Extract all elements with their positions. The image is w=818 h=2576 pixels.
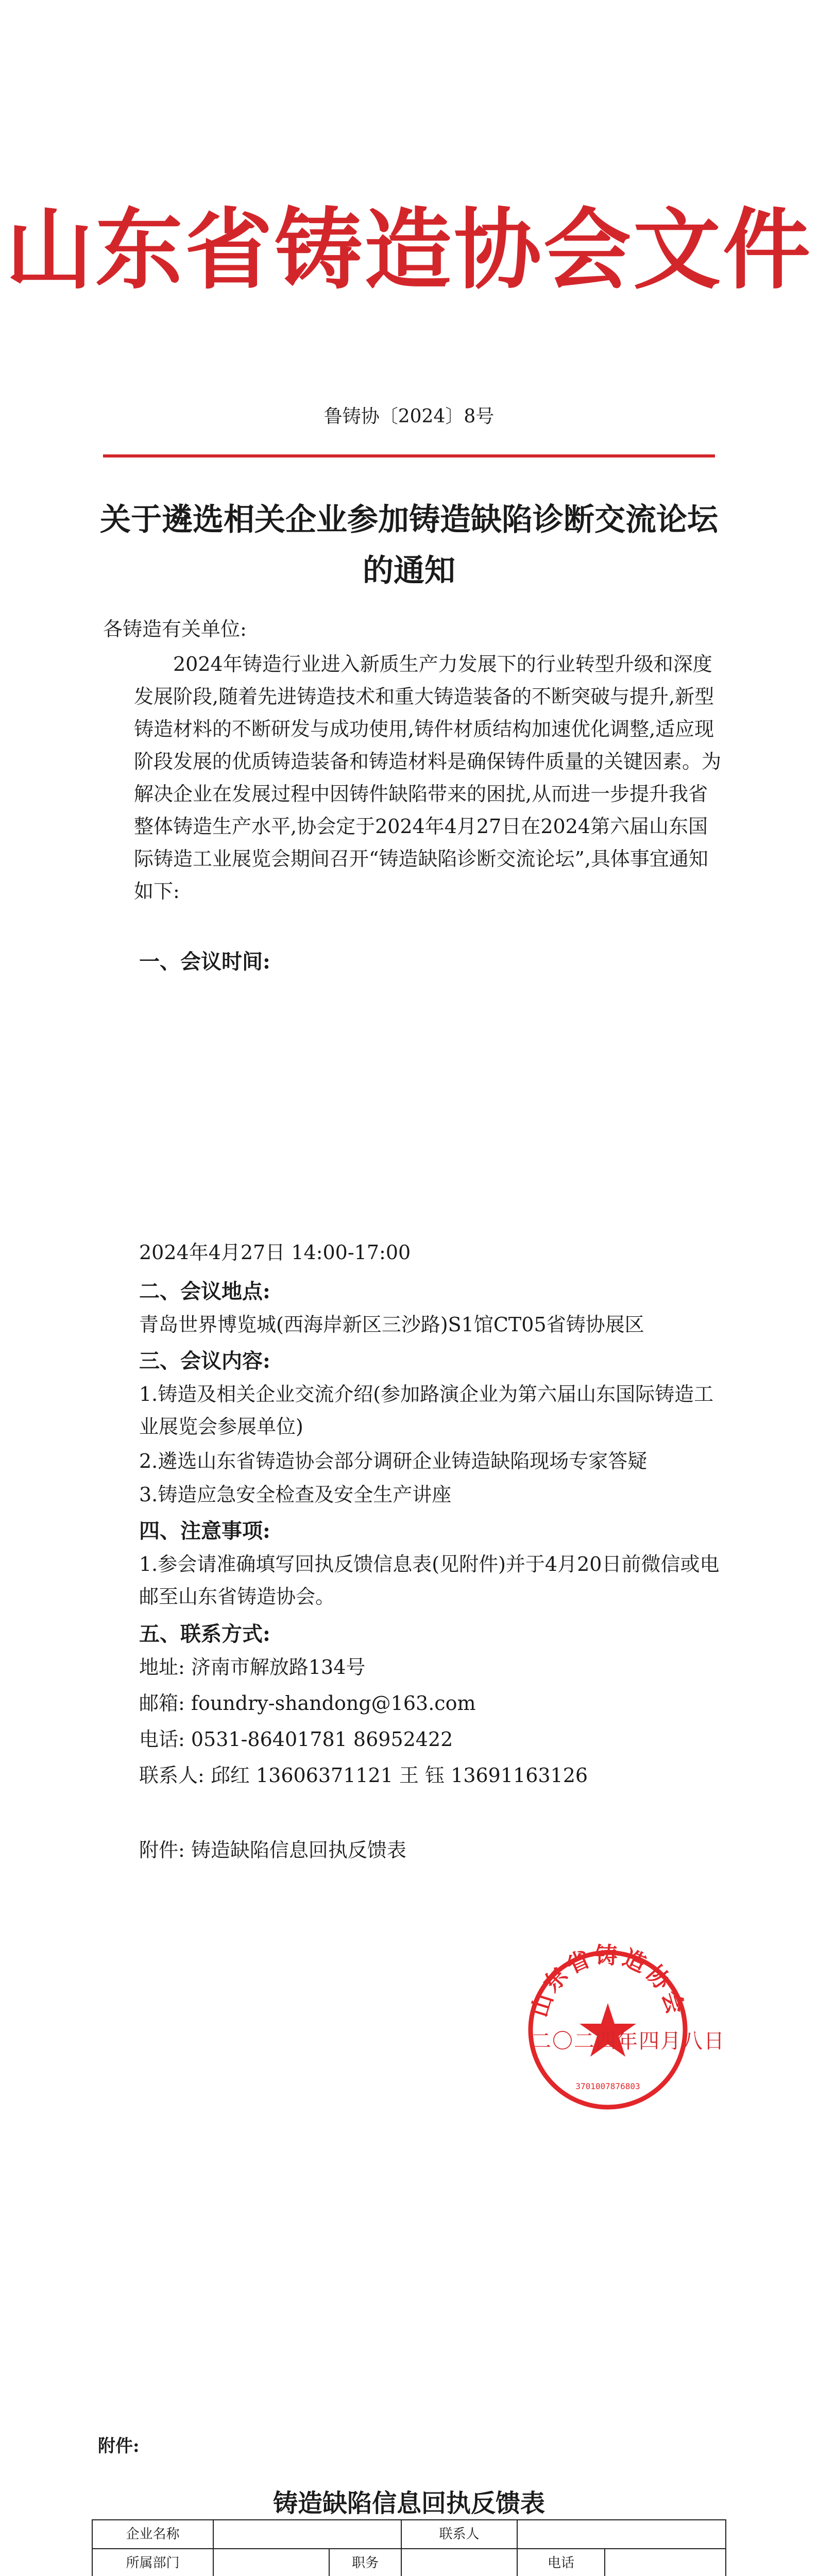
section-3-item-1: 1.铸造及相关企业交流介绍(参加路演企业为第六届山东国际铸造工业展览会参展单位) bbox=[139, 1383, 714, 1438]
contact-address: 地址: 济南市解放路134号 bbox=[139, 1656, 366, 1679]
section-2-content: 青岛世界博览城(西海岸新区三沙路)S1馆CT05省铸协展区 bbox=[139, 1313, 644, 1336]
position-value[interactable] bbox=[401, 2549, 517, 2576]
notice-title-line-2: 的通知 bbox=[363, 553, 455, 589]
table-row bbox=[92, 2549, 726, 2576]
contact-phone: 电话: 0531-86401781 86952422 bbox=[139, 1728, 453, 1751]
intro-paragraph: 2024年铸造行业进入新质生产力发展下的行业转型升级和深度发展阶段,随着先进铸造技术和重大铸造装备的不断突破与提升,新型铸造材料的不断研发与成功使用,铸件材质结构加速优化调整,适应现阶段发展的优质铸造装备和铸造材料是确保铸件质量的关键因素。为解决企业在发展过程中因铸件缺陷带来的困扰,从而进一步提升我省整体铸造生产水平,协会定于2024年4月27日在2024第六届山东国际铸造工业展览会期间召开“铸造缺陷诊断交流论坛”,具体事宜通知如下: bbox=[134, 653, 722, 903]
company-value[interactable] bbox=[213, 2520, 401, 2549]
salutation: 各铸造有关单位: bbox=[103, 618, 247, 640]
notice-title-line-1: 关于遴选相关企业参加铸造缺陷诊断交流论坛 bbox=[100, 502, 718, 538]
company-label: 企业名称 bbox=[92, 2520, 213, 2549]
svg-text:山东省铸造协会: 山东省铸造协会 bbox=[526, 1942, 690, 2020]
section-5-heading: 五、联系方式: bbox=[139, 1622, 270, 1646]
contact-label: 联系人 bbox=[401, 2520, 517, 2549]
table-row bbox=[92, 2520, 726, 2549]
notice-title bbox=[77, 495, 741, 597]
document-number: 鲁铸协〔2024〕8号 bbox=[323, 406, 495, 427]
section-3-item-3: 3.铸造应急安全检查及安全生产讲座 bbox=[139, 1483, 452, 1506]
section-3-item-2: 2.遴选山东省铸造协会部分调研企业铸造缺陷现场专家答疑 bbox=[139, 1450, 647, 1472]
attachment-note: 附件: 铸造缺陷信息回执反馈表 bbox=[139, 1839, 406, 1861]
section-1-heading: 一、会议时间: bbox=[139, 950, 270, 974]
form-title: 铸造缺陷信息回执反馈表 bbox=[272, 2489, 545, 2518]
section-4-content: 1.参会请准确填写回执反馈信息表(见附件)并于4月20日前微信或电邮至山东省铸造协会。 bbox=[139, 1553, 720, 1608]
form-attachment-label: 附件: bbox=[98, 2436, 140, 2456]
feedback-form-table bbox=[92, 2519, 726, 2576]
contact-email: 邮箱: foundry-shandong@163.com bbox=[139, 1692, 476, 1715]
department-label: 所属部门 bbox=[92, 2549, 213, 2576]
department-value[interactable] bbox=[213, 2549, 329, 2576]
phone-value[interactable] bbox=[605, 2549, 726, 2576]
contact-persons: 联系人: 邱红 13606371121 王 钰 13691163126 bbox=[139, 1764, 588, 1787]
seal-date: 二〇二四年四月八日 bbox=[531, 2029, 725, 2053]
section-3-heading: 三、会议内容: bbox=[139, 1349, 270, 1373]
section-4-heading: 四、注意事项: bbox=[139, 1519, 270, 1543]
section-1-content: 2024年4月27日 14:00-17:00 bbox=[139, 1241, 411, 1264]
section-2-heading: 二、会议地点: bbox=[139, 1279, 270, 1303]
document-header-title: 山东省铸造协会文件 bbox=[5, 198, 812, 301]
svg-text:3701007876803: 3701007876803 bbox=[575, 2081, 640, 2091]
header-divider bbox=[103, 454, 715, 457]
phone-label: 电话 bbox=[517, 2549, 605, 2576]
contact-value[interactable] bbox=[517, 2520, 726, 2549]
position-label: 职务 bbox=[329, 2549, 401, 2576]
